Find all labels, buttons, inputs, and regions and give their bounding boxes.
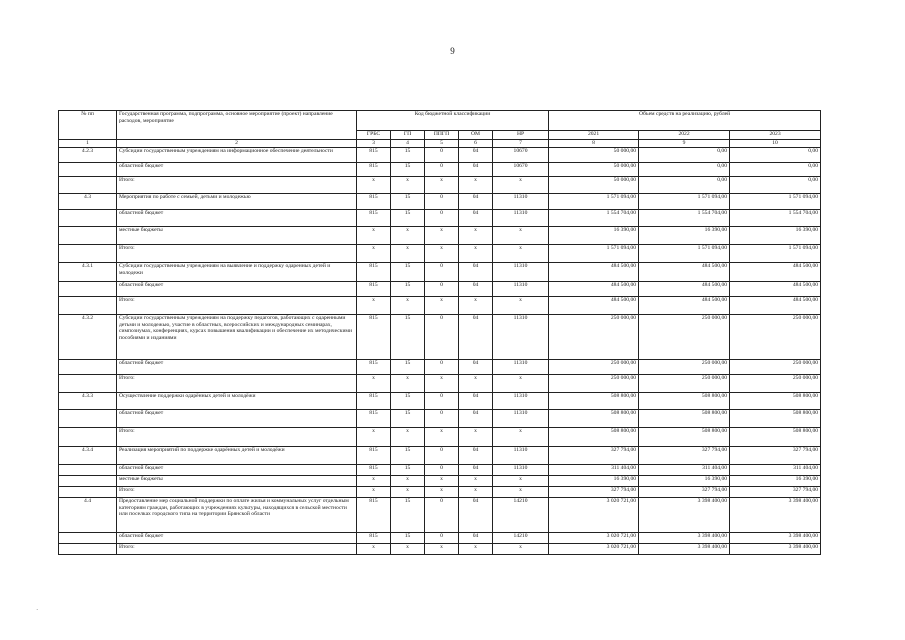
row-code-cell: 815 — [357, 282, 391, 297]
row-amount-cell: 1 571 094,00 — [639, 194, 730, 210]
row-amount-cell: 1 571 094,00 — [730, 194, 821, 210]
table-row — [59, 210, 821, 227]
row-amount-cell: 16 390,00 — [549, 227, 639, 245]
row-name: Итого: — [117, 375, 357, 393]
row-code-cell: х — [459, 544, 493, 555]
row-code-cell: 815 — [357, 360, 391, 375]
page-number: 9 — [450, 46, 455, 56]
row-code-cell: 0 — [425, 194, 459, 210]
column-number-cell: 3 — [357, 140, 391, 148]
row-code-cell: 815 — [357, 315, 391, 360]
row-code-cell: 04 — [459, 393, 493, 410]
table-row — [59, 465, 821, 476]
table-row — [59, 498, 821, 533]
table-row — [59, 315, 821, 360]
row-amount-cell: 484 500,00 — [730, 282, 821, 297]
row-amount-cell: 250 000,00 — [639, 375, 730, 393]
row-code-cell: х — [425, 375, 459, 393]
row-code-cell: х — [357, 476, 391, 487]
row-amount-cell: 311 404,00 — [730, 465, 821, 476]
table-row — [59, 177, 821, 194]
row-number — [59, 282, 117, 297]
row-code-cell: 0 — [425, 410, 459, 428]
row-code-cell: 15 — [391, 360, 425, 375]
column-number-cell: 1 — [59, 140, 117, 148]
row-amount-cell: 1 571 094,00 — [639, 245, 730, 263]
row-amount-cell: 50 000,00 — [549, 177, 639, 194]
row-amount-cell: 250 000,00 — [639, 360, 730, 375]
row-amount-cell: 3 020 721,00 — [549, 544, 639, 555]
row-code-cell: х — [493, 245, 549, 263]
row-amount-cell: 327 794,00 — [639, 487, 730, 498]
row-amount-cell: 3 398 400,00 — [639, 533, 730, 544]
row-code-cell: 15 — [391, 163, 425, 177]
row-code-cell: 15 — [391, 315, 425, 360]
row-name: областной бюджет — [117, 533, 357, 544]
column-number-cell: 6 — [459, 140, 493, 148]
row-amount-cell: 1 554 704,00 — [730, 210, 821, 227]
row-name: Субсидии государственным учреждениям на выявление и поддержку одаренных детей и молодежи — [117, 263, 357, 282]
row-amount-cell: 508 800,00 — [730, 393, 821, 410]
table-row — [59, 245, 821, 263]
row-amount-cell: 1 571 094,00 — [549, 245, 639, 263]
row-amount-cell: 484 500,00 — [549, 282, 639, 297]
row-code-cell: х — [391, 375, 425, 393]
row-code-cell: х — [357, 177, 391, 194]
row-code-cell: 04 — [459, 315, 493, 360]
row-code-cell: 815 — [357, 148, 391, 163]
table-row — [59, 487, 821, 498]
row-number: 4.3.3 — [59, 393, 117, 410]
row-code-cell: 04 — [459, 447, 493, 465]
row-amount-cell: 16 390,00 — [730, 227, 821, 245]
table-row — [59, 360, 821, 375]
row-name: Мероприятия по работе с семьей, детьми и молодежью — [117, 194, 357, 210]
row-number: 4.4 — [59, 498, 117, 533]
column-number-cell: 10 — [730, 140, 821, 148]
row-name: Реализация мероприятий по поддержке одарённых детей и молодёжи — [117, 447, 357, 465]
row-code-cell: х — [425, 476, 459, 487]
table-row — [59, 393, 821, 410]
row-code-cell: х — [391, 245, 425, 263]
row-amount-cell: 16 390,00 — [730, 476, 821, 487]
row-amount-cell: 484 500,00 — [639, 297, 730, 315]
row-amount-cell: 508 800,00 — [730, 428, 821, 447]
row-amount-cell: 1 554 704,00 — [639, 210, 730, 227]
table-row — [59, 282, 821, 297]
budget-table — [58, 110, 821, 555]
row-code-cell: 15 — [391, 148, 425, 163]
table-body — [59, 148, 821, 555]
row-name: областной бюджет — [117, 465, 357, 476]
row-amount-cell: 250 000,00 — [730, 375, 821, 393]
header-codes-group: Код бюджетной классификации — [357, 111, 549, 131]
row-amount-cell: 327 794,00 — [549, 447, 639, 465]
row-code-cell: 0 — [425, 263, 459, 282]
column-number-cell: 8 — [549, 140, 639, 148]
row-code-cell: х — [391, 227, 425, 245]
row-amount-cell: 3 398 400,00 — [639, 498, 730, 533]
row-amount-cell: 508 800,00 — [639, 428, 730, 447]
row-amount-cell: 1 554 704,00 — [549, 210, 639, 227]
row-amount-cell: 250 000,00 — [730, 360, 821, 375]
table-row — [59, 428, 821, 447]
row-amount-cell: 16 390,00 — [549, 476, 639, 487]
row-code-cell: 15 — [391, 498, 425, 533]
corner-mark: · — [36, 606, 39, 614]
row-name: Итого: — [117, 544, 357, 555]
row-code-cell: 11310 — [493, 282, 549, 297]
row-code-cell: 10670 — [493, 148, 549, 163]
row-name: областной бюджет — [117, 282, 357, 297]
row-code-cell: х — [493, 177, 549, 194]
row-code-cell: 0 — [425, 282, 459, 297]
row-number — [59, 177, 117, 194]
row-code-cell: х — [357, 428, 391, 447]
row-amount-cell: 250 000,00 — [549, 375, 639, 393]
column-number-cell: 5 — [425, 140, 459, 148]
column-numbers-row — [59, 140, 821, 148]
row-amount-cell: 3 398 400,00 — [730, 533, 821, 544]
row-code-cell: 10670 — [493, 163, 549, 177]
header-code-nr: НР — [493, 131, 549, 140]
row-code-cell: 15 — [391, 533, 425, 544]
table-row — [59, 148, 821, 163]
row-code-cell: 15 — [391, 263, 425, 282]
header-code-om: ОМ — [459, 131, 493, 140]
row-code-cell: х — [493, 544, 549, 555]
row-name: Итого: — [117, 177, 357, 194]
row-code-cell: 815 — [357, 263, 391, 282]
row-code-cell: 11310 — [493, 194, 549, 210]
row-code-cell: х — [493, 227, 549, 245]
row-name: Осуществление поддержки одарённых детей и молодёжи — [117, 393, 357, 410]
row-code-cell: 04 — [459, 410, 493, 428]
row-name: областной бюджет — [117, 410, 357, 428]
table-row — [59, 410, 821, 428]
header-code-gp: ГП — [391, 131, 425, 140]
row-code-cell: 0 — [425, 465, 459, 476]
row-amount-cell: 484 500,00 — [549, 263, 639, 282]
row-amount-cell: 0,00 — [730, 148, 821, 163]
row-amount-cell: 0,00 — [730, 177, 821, 194]
row-amount-cell: 1 571 094,00 — [730, 245, 821, 263]
row-name: областной бюджет — [117, 360, 357, 375]
row-number — [59, 544, 117, 555]
row-name: областной бюджет — [117, 210, 357, 227]
row-amount-cell: 484 500,00 — [730, 297, 821, 315]
row-code-cell: 15 — [391, 465, 425, 476]
row-amount-cell: 311 404,00 — [639, 465, 730, 476]
header-code-grbs: ГРБС — [357, 131, 391, 140]
row-amount-cell: 3 398 400,00 — [639, 544, 730, 555]
row-code-cell: 04 — [459, 194, 493, 210]
row-number — [59, 428, 117, 447]
row-code-cell: 04 — [459, 360, 493, 375]
row-name: Субсидии государственным учреждениям на информационное обеспечение деятельности — [117, 148, 357, 163]
row-number — [59, 476, 117, 487]
row-code-cell: 815 — [357, 498, 391, 533]
row-code-cell: 815 — [357, 393, 391, 410]
row-code-cell: 0 — [425, 498, 459, 533]
row-amount-cell: 0,00 — [730, 163, 821, 177]
row-code-cell: 11310 — [493, 410, 549, 428]
row-code-cell: 11310 — [493, 465, 549, 476]
table-row — [59, 163, 821, 177]
row-amount-cell: 3 398 400,00 — [730, 498, 821, 533]
row-code-cell: х — [459, 227, 493, 245]
row-code-cell: х — [391, 476, 425, 487]
row-amount-cell: 3 020 721,00 — [549, 498, 639, 533]
table-row — [59, 447, 821, 465]
row-code-cell: х — [391, 428, 425, 447]
row-amount-cell: 327 794,00 — [730, 447, 821, 465]
row-number — [59, 297, 117, 315]
header-amounts-group: Объем средств на реализацию, рублей — [549, 111, 821, 131]
row-number: 4.2.3 — [59, 148, 117, 163]
table-row — [59, 476, 821, 487]
row-number: 4.3 — [59, 194, 117, 210]
row-code-cell: х — [459, 476, 493, 487]
row-number — [59, 210, 117, 227]
table-row — [59, 375, 821, 393]
row-code-cell: 11310 — [493, 360, 549, 375]
row-number — [59, 410, 117, 428]
header-code-ppgp: ППГП — [425, 131, 459, 140]
row-number: 4.3.4 — [59, 447, 117, 465]
row-number — [59, 245, 117, 263]
row-code-cell: 04 — [459, 163, 493, 177]
row-amount-cell: 327 794,00 — [639, 447, 730, 465]
row-code-cell: х — [459, 297, 493, 315]
row-code-cell: 04 — [459, 282, 493, 297]
row-amount-cell: 16 390,00 — [639, 476, 730, 487]
header-year-2022: 2022 — [639, 131, 730, 140]
column-number-cell: 7 — [493, 140, 549, 148]
row-code-cell: х — [357, 245, 391, 263]
row-name: Итого: — [117, 245, 357, 263]
row-amount-cell: 16 390,00 — [639, 227, 730, 245]
row-amount-cell: 327 794,00 — [730, 487, 821, 498]
row-code-cell: 11310 — [493, 315, 549, 360]
row-code-cell: х — [425, 428, 459, 447]
row-code-cell: х — [425, 297, 459, 315]
row-amount-cell: 250 000,00 — [730, 315, 821, 360]
row-code-cell: 14210 — [493, 498, 549, 533]
row-code-cell: 0 — [425, 148, 459, 163]
header-year-2021: 2021 — [549, 131, 639, 140]
row-amount-cell: 508 800,00 — [549, 393, 639, 410]
row-name: Предоставление мер социальной поддержки по оплате жилья и коммунальных услуг отдельным категориям граждан, работающих в учреждениях культуры, находящихся в сельской местности или поселках городского типа на территории Брянской области — [117, 498, 357, 533]
row-code-cell: 15 — [391, 393, 425, 410]
row-amount-cell: 250 000,00 — [639, 315, 730, 360]
row-number: 4.3.1 — [59, 263, 117, 282]
row-code-cell: х — [459, 177, 493, 194]
row-code-cell: 04 — [459, 533, 493, 544]
row-name: местные бюджеты — [117, 476, 357, 487]
row-amount-cell: 484 500,00 — [549, 297, 639, 315]
row-name: Итого: — [117, 428, 357, 447]
row-code-cell: 815 — [357, 533, 391, 544]
row-name: Итого: — [117, 487, 357, 498]
row-number — [59, 487, 117, 498]
row-code-cell: х — [459, 428, 493, 447]
row-amount-cell: 311 404,00 — [549, 465, 639, 476]
row-amount-cell: 3 020 721,00 — [549, 533, 639, 544]
row-name: областной бюджет — [117, 163, 357, 177]
row-code-cell: 815 — [357, 465, 391, 476]
row-code-cell: х — [357, 375, 391, 393]
row-number — [59, 360, 117, 375]
row-code-cell: 11310 — [493, 263, 549, 282]
row-code-cell: х — [391, 544, 425, 555]
row-code-cell: 04 — [459, 498, 493, 533]
row-code-cell: х — [459, 375, 493, 393]
table-row — [59, 297, 821, 315]
row-amount-cell: 484 500,00 — [639, 282, 730, 297]
row-amount-cell: 508 800,00 — [730, 410, 821, 428]
row-code-cell: х — [493, 428, 549, 447]
row-code-cell: 04 — [459, 263, 493, 282]
row-code-cell: х — [425, 544, 459, 555]
row-code-cell: 815 — [357, 447, 391, 465]
row-code-cell: 0 — [425, 315, 459, 360]
row-code-cell: 15 — [391, 447, 425, 465]
row-code-cell: 0 — [425, 393, 459, 410]
row-amount-cell: 3 398 400,00 — [730, 544, 821, 555]
row-number — [59, 533, 117, 544]
row-number — [59, 465, 117, 476]
row-code-cell: 04 — [459, 148, 493, 163]
header-name: Государственная программа, подпрограмма, основное мероприятие (проект) направление расходов, мероприятие — [117, 111, 357, 140]
row-amount-cell: 508 800,00 — [549, 410, 639, 428]
table-row — [59, 263, 821, 282]
row-amount-cell: 0,00 — [639, 177, 730, 194]
column-number-cell: 9 — [639, 140, 730, 148]
row-code-cell: х — [425, 487, 459, 498]
row-number — [59, 163, 117, 177]
row-amount-cell: 508 800,00 — [549, 428, 639, 447]
row-code-cell: 11310 — [493, 447, 549, 465]
row-code-cell: 15 — [391, 210, 425, 227]
row-code-cell: 11310 — [493, 210, 549, 227]
row-code-cell: х — [391, 177, 425, 194]
table-row — [59, 227, 821, 245]
table-row — [59, 533, 821, 544]
header-year-2023: 2023 — [730, 131, 821, 140]
row-code-cell: х — [493, 375, 549, 393]
row-code-cell: 04 — [459, 465, 493, 476]
row-amount-cell: 508 800,00 — [639, 393, 730, 410]
row-code-cell: 0 — [425, 533, 459, 544]
row-amount-cell: 250 000,00 — [549, 315, 639, 360]
row-code-cell: 04 — [459, 210, 493, 227]
row-code-cell: х — [493, 297, 549, 315]
row-code-cell: х — [425, 177, 459, 194]
row-code-cell: х — [459, 245, 493, 263]
row-amount-cell: 327 794,00 — [549, 487, 639, 498]
row-number — [59, 375, 117, 393]
row-code-cell: х — [357, 297, 391, 315]
row-code-cell: 15 — [391, 282, 425, 297]
row-code-cell: х — [425, 227, 459, 245]
row-code-cell: 0 — [425, 360, 459, 375]
row-amount-cell: 250 000,00 — [549, 360, 639, 375]
row-amount-cell: 0,00 — [639, 148, 730, 163]
row-number: 4.3.2 — [59, 315, 117, 360]
row-name: Субсидии государственным учреждениям на поддержку педагогов, работающих с одаренными детьми и молодежью, участие в областных, всероссийских и международных семинарах, симпозиумах, конференциях, курсах повышения квалификации и обеспечение их методическими пособиями и изданиями — [117, 315, 357, 360]
row-amount-cell: 484 500,00 — [730, 263, 821, 282]
column-number-cell: 2 — [117, 140, 357, 148]
row-code-cell: 0 — [425, 210, 459, 227]
header-num: № пп — [59, 111, 117, 140]
row-name: местные бюджеты — [117, 227, 357, 245]
row-code-cell: х — [357, 487, 391, 498]
row-amount-cell: 484 500,00 — [639, 263, 730, 282]
column-number-cell: 4 — [391, 140, 425, 148]
row-code-cell: х — [357, 227, 391, 245]
table-row — [59, 544, 821, 555]
row-code-cell: х — [391, 297, 425, 315]
row-code-cell: х — [357, 544, 391, 555]
row-code-cell: 815 — [357, 210, 391, 227]
row-code-cell: х — [391, 487, 425, 498]
row-amount-cell: 1 571 094,00 — [549, 194, 639, 210]
row-code-cell: 11310 — [493, 393, 549, 410]
row-code-cell: 0 — [425, 447, 459, 465]
row-number — [59, 227, 117, 245]
row-code-cell: х — [459, 487, 493, 498]
row-code-cell: 0 — [425, 163, 459, 177]
row-code-cell: 15 — [391, 194, 425, 210]
row-code-cell: 14210 — [493, 533, 549, 544]
row-code-cell: х — [425, 245, 459, 263]
row-name: Итого: — [117, 297, 357, 315]
row-code-cell: х — [493, 476, 549, 487]
row-code-cell: 815 — [357, 410, 391, 428]
row-amount-cell: 0,00 — [639, 163, 730, 177]
row-amount-cell: 50 000,00 — [549, 148, 639, 163]
row-code-cell: 15 — [391, 410, 425, 428]
table-row — [59, 194, 821, 210]
row-code-cell: 815 — [357, 194, 391, 210]
row-amount-cell: 50 000,00 — [549, 163, 639, 177]
row-code-cell: 815 — [357, 163, 391, 177]
row-code-cell: х — [493, 487, 549, 498]
row-amount-cell: 508 800,00 — [639, 410, 730, 428]
